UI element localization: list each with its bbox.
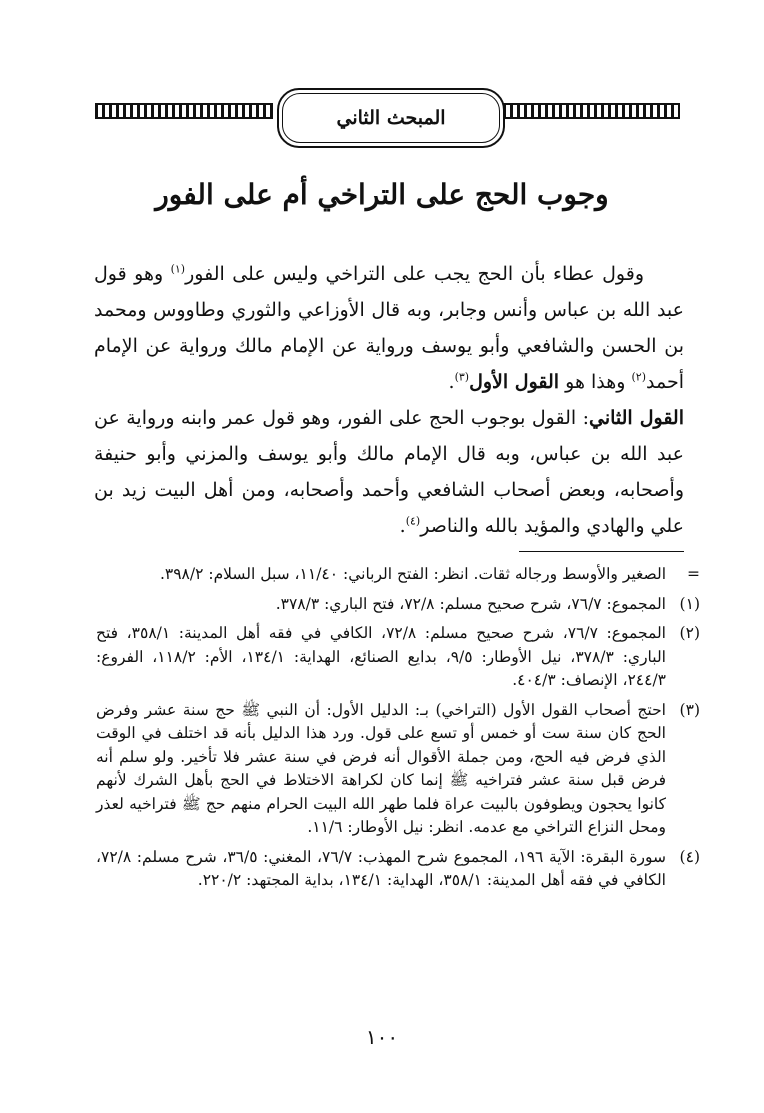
footnote-number: = bbox=[687, 565, 700, 583]
footnote-ref-3[interactable]: (٣) bbox=[454, 370, 470, 384]
footnote-text: احتج أصحاب القول الأول (التراخي) بـ: الدليل الأول: أن النبي ﷺ حج سنة عشر وفرض الحج كان سنة ست أو خمس أو تسع على قول. ورد هذا الدليل بأنه قد اختلف في الوقت الذي فرض فيه الحج، ومن جملة الأقوال أنه فرض في سنة عشر فلا تأخير. ولو سلم أنه فرض قبل سنة عشر فتراخيه ﷺ إنما كان لكراهة الاختلاط في الحج بأهل الشرك لأنهم كانوا يحجون ويطوفون بالبيت عراة فلما طهر الله البيت الحرام منهم حج ﷺ فتراخيه لعذر ومحل النزاع التراخي مع عدمه. انظر: نيل الأوطار: ١١/٦. bbox=[96, 700, 666, 836]
p2-text: : القول بوجوب الحج على الفور، وهو قول عمر وابنه ورواية عن عبد الله بن عباس، وبه قال الإمام مالك وأبو يوسف والمزني وأبو حنيفة وأصحابه، وبعض أصحاب الشافعي وأحمد وأصحابه، ومن أهل البيت زيد بن علي والهادي والمؤيد بالله والناصر bbox=[94, 407, 684, 537]
footnote-number: (١) bbox=[679, 594, 700, 613]
footnote-divider bbox=[519, 551, 684, 552]
footnote-continued bbox=[96, 563, 700, 587]
footnote-ref-2[interactable]: (٢) bbox=[631, 370, 647, 384]
paragraph-2 bbox=[94, 400, 684, 544]
footnote-1 bbox=[96, 593, 700, 617]
chapter-title: وجوب الحج على التراخي أم على الفور bbox=[155, 178, 609, 211]
footnotes bbox=[96, 563, 700, 899]
footnote-text: الصغير والأوسط ورجاله ثقات. انظر: الفتح الرباني: ١١/٤٠، سبل السلام: ٣٩٨/٢. bbox=[159, 565, 666, 583]
section-label: المبحث الثاني bbox=[336, 107, 446, 129]
footnote-ref-4[interactable]: (٤) bbox=[405, 514, 421, 528]
footnote-4 bbox=[96, 846, 700, 893]
p1-text-b: وهو قول عبد الله بن عباس وأنس وجابر، وبه قال الأوزاعي والثوري وطاووس ومحمد بن الحسن والشافعي وأبو يوسف ورواية عن الإمام مالك ورواية عن الإمام أحمد bbox=[94, 263, 684, 393]
footnote-ref-1[interactable]: (١) bbox=[170, 262, 186, 276]
p1-text-c: وهذا هو bbox=[559, 371, 632, 393]
p1-bold-phrase: القول الأول bbox=[469, 371, 560, 393]
p2-end: . bbox=[399, 515, 406, 537]
p1-text-a: وقول عطاء بأن الحج يجب على التراخي وليس على الفور bbox=[185, 263, 644, 285]
ornament-band-left bbox=[95, 103, 273, 119]
ornament-band-right bbox=[503, 103, 681, 119]
p2-lead: القول الثاني bbox=[588, 407, 684, 429]
p1-end: . bbox=[448, 371, 455, 393]
footnote-number: (٢) bbox=[679, 624, 700, 642]
footnote-text: المجموع: ٧٦/٧، شرح صحيح مسلم: ٧٢/٨، الكافي في فقه أهل المدينة: ٣٥٨/١، فتح الباري: ٣٧٨/٣، نيل الأوطار: ٩/٥، بدايع الصنائع، الهداية: ١٣٤/١، الأم: ١١٨/٢، الفروع: ٢٤٤/٣، الإنصاف: ٤٠٤/٣. bbox=[96, 624, 666, 689]
section-cartouche bbox=[277, 88, 505, 148]
footnote-number: (٣) bbox=[679, 700, 700, 719]
footnote-3 bbox=[96, 699, 700, 840]
paragraph-1 bbox=[94, 256, 684, 400]
footnote-number: (٤) bbox=[679, 847, 700, 866]
footnote-text: المجموع: ٧٦/٧، شرح صحيح مسلم: ٧٢/٨، فتح الباري: ٣٧٨/٣. bbox=[275, 594, 666, 613]
footnote-text: سورة البقرة: الآية ١٩٦، المجموع شرح المهذب: ٧٦/٧، المغني: ٣٦/٥، شرح مسلم: ٧٢/٨، الكافي في فقه أهل المدينة: ٣٥٨/١، الهداية: ١٣٤/١، بداية المجتهد: ٢٢٠/٢. bbox=[96, 847, 666, 889]
footnote-2 bbox=[96, 622, 700, 693]
page-number: ١٠٠ bbox=[365, 1025, 399, 1049]
